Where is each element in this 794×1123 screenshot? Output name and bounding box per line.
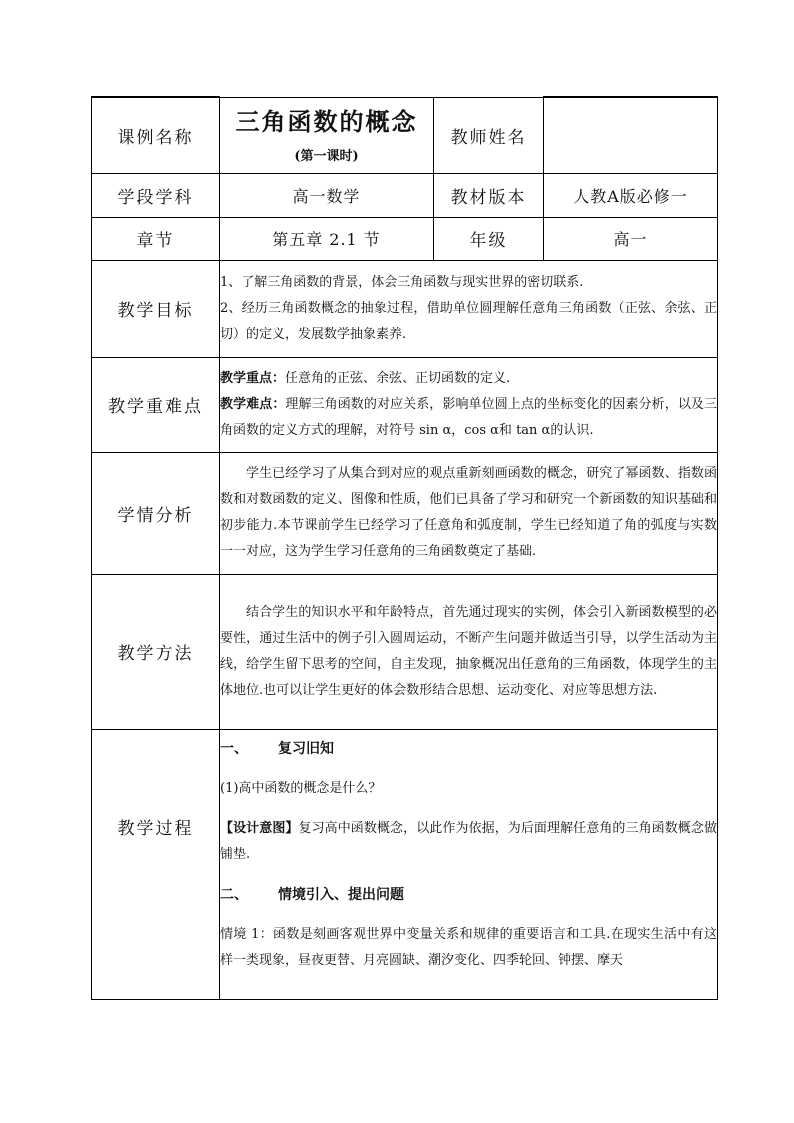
review-question: (1)高中函数的概念是什么？: [220, 780, 382, 796]
design-intent-tag: 【设计意图】: [220, 820, 299, 836]
row-key-difficult-points: [92, 357, 718, 452]
course-title: 三角函数的概念: [235, 106, 418, 136]
grade-value: 高一: [544, 217, 718, 260]
row-teaching-process: [92, 729, 718, 999]
course-title-cell: [220, 97, 434, 173]
teaching-method-content: [220, 574, 718, 729]
section-context-heading: 二、 情境引入、提出问题: [220, 886, 404, 903]
teacher-name-value: [544, 97, 718, 173]
grade-label: 年级: [434, 217, 544, 260]
row-student-analysis: [92, 452, 718, 574]
key-difficult-label: 教学重难点: [92, 357, 220, 452]
teaching-method-text: 结合学生的知识水平和年龄特点，首先通过现实的实例，体会引入新函数模型的必要性，通过生活中的例子引入圆周运动，不断产生问题并做适当引导，以学生活动为主线，给学生留下思考的空间，自主发现，抽象概况出任意角的三角函数，体现学生的主体地位.也可以让学生更好的体会数形结合思想、运动变化、对应等思想方法.: [220, 604, 717, 698]
key-point-text: 任意角的正弦、余弦、正切函数的定义.: [285, 370, 511, 386]
row-course-name: [92, 97, 718, 173]
teaching-process-label: 教学过程: [92, 729, 220, 999]
lesson-plan-table: [91, 96, 718, 1000]
student-analysis-text: 学生已经学习了从集合到对应的观点重新刻画函数的概念，研究了幂函数、指数函数和对数函数的定义、图像和性质，他们已具备了学习和研究一个新函数的知识基础和初步能力.本节课前学生已经学习了任意角和弧度制，学生已经知道了角的弧度与实数一一对应，这为学生学习任意角的三角函数奠定了基础.: [220, 466, 717, 559]
key-point-title: 教学重点：: [220, 370, 286, 386]
textbook-version-label: 教材版本: [434, 173, 544, 217]
difficult-point: [220, 392, 717, 444]
section-review-heading: 一、 复习旧知: [220, 740, 334, 757]
student-analysis-label: 学情分析: [92, 452, 220, 574]
teaching-method-label: 教学方法: [92, 574, 220, 729]
difficult-point-text: 理解三角函数的对应关系，影响单位圆上点的坐标变化的因素分析，以及三角函数的定义方式的理解，对符号 sin α，cos α和 tan α的认识.: [220, 396, 717, 438]
row-teaching-goals: [92, 260, 718, 357]
teaching-goals-content: [220, 260, 718, 357]
textbook-version-value: 人教A版必修一: [544, 173, 718, 217]
key-difficult-content: [220, 357, 718, 452]
course-subtitle: (第一课时): [294, 148, 359, 164]
goal-item: 2、经历三角函数概念的抽象过程，借助单位圆理解任意角三角函数（正弦、余弦、正切）的定义，发展数学抽象素养.: [220, 300, 717, 342]
student-analysis-content: [220, 452, 718, 574]
chapter-label: 章节: [92, 217, 220, 260]
goal-item: 1、了解三角函数的背景，体会三角函数与现实世界的密切联系.: [220, 274, 584, 290]
stage-subject-value: 高一数学: [220, 173, 434, 217]
design-intent: [220, 816, 717, 868]
stage-subject-label: 学段学科: [92, 173, 220, 217]
teaching-process-content: [220, 729, 718, 999]
key-point: [220, 366, 717, 392]
difficult-point-title: 教学难点：: [220, 396, 286, 412]
course-name-label: 课例名称: [92, 97, 220, 173]
row-teaching-method: [92, 574, 718, 729]
row-stage-subject: [92, 173, 718, 217]
design-intent-text: 复习高中函数概念，以此作为依据，为后面理解任意角的三角函数概念做铺垫.: [220, 820, 717, 862]
teacher-name-label: 教师姓名: [434, 97, 544, 173]
row-chapter: [92, 217, 718, 260]
scene-1-text: 情境 1：函数是刻画客观世界中变量关系和规律的重要语言和工具.在现实生活中有这样一类现象，昼夜更替、月亮圆缺、潮汐变化、四季轮回、钟摆、摩天: [220, 926, 717, 968]
teaching-goals-label: 教学目标: [92, 260, 220, 357]
chapter-value: 第五章 2.1 节: [220, 217, 434, 260]
